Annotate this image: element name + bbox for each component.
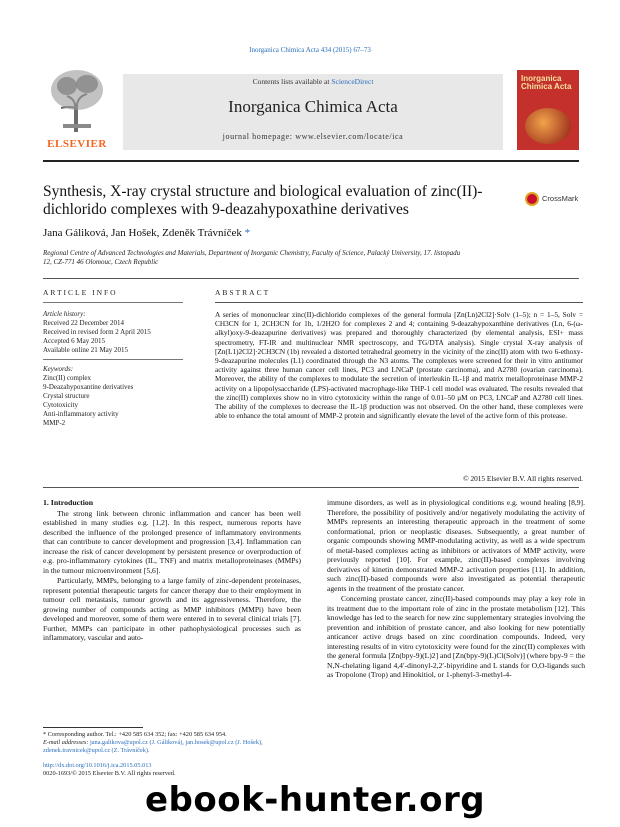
elsevier-wordmark: ELSEVIER xyxy=(47,138,107,150)
cover-art xyxy=(525,108,571,144)
info-divider xyxy=(43,359,183,360)
header-divider xyxy=(43,160,579,162)
email-links[interactable]: jana.galikova@upol.cz (J. Gáliková), jan.hosek@upol.cz (J. Hošek), zdenek.travnicek@upol.cz (Z. Trávníček). xyxy=(43,739,263,754)
author-list: Jana Gáliková, Jan Hošek, Zdeněk Trávníček * xyxy=(43,227,251,239)
abstract-divider xyxy=(215,302,583,303)
section-divider xyxy=(43,278,579,279)
journal-banner xyxy=(123,74,503,150)
abstract-text: A series of mononuclear zinc(II)-dichlorido complexes of the general formula [Zn(Ln)2Cl2]·Solv (1–5); n = 1–5, Solv = CH3CN for 1, 2CH3CN for 1b, 1/2H2O for complexes 2 and 4; containing 9-deazahypoxanthine derivatives (Ln, 6-(ω-alkyl)oxy-9-deazapurine derivatives) was prepared and thoroughly characterized (by elemental analysis, ESI+ mass spectrometry, FT-IR and multinuclear NMR spectroscopy, and TG/DTA analysis). Single crystal X-ray analysis of [Zn(L1)2Cl2]·2CH3CN (1b) revealed a distorted tetrahedral geometry in the vicinity of the zinc(II) atom with two 6-ethoxy-9-deazapurine molecules (L1) coordinated through the N3 atoms. The complexes were screened for their in vitro antitumor activity against three human cancer cell lines, PC3 and LNCaP (prostate carcinoma), and A2780 (ovarian carcinoma). Moreover, the ability of the complexes to modulate the secretion of interleukin IL-1β and matrix metalloproteinase MMP-2 activity on a lipopolysaccharide (LPS)-activated macrophage-like THP-1 cell model was evaluated. The results revealed that the zinc(II) complexes show no in vitro cytotoxicity within the range of 0.01–50 μM on PC3, LNCaP and A2780 cell lines. The ability of the complexes to decrease the IL-1β production was not observed. On the other hand, these complexes were able to enhance the total amount of MMP-2 protein and significantly elevate the level of the active form of this protease. xyxy=(215,310,583,421)
corresponding-footnote xyxy=(43,731,301,755)
crossmark-badge[interactable] xyxy=(525,192,585,208)
keyword: MMP-2 xyxy=(43,419,66,427)
paragraph: The strong link between chronic inflammation and cancer has been well established in many studies e.g. [1,2]. In this respect, numerous reports have described the influence of the prolonged presence of inflammatory environments that can contribute to cancer development and progression [3,4]. Inflammation can increase the risk of cancer development by persistent presence or overproduction of e.g. pro-inflammatory cytokines (IL, TNF) and matrix metalloproteinases (MMPs) in the tumour microenvironment [5,6]. xyxy=(43,508,301,575)
journal-cover-image xyxy=(517,70,579,150)
corresponding-author: * Corresponding author. Tel.: +420 585 634 352; fax: +420 585 634 954. xyxy=(43,731,227,738)
journal-homepage[interactable]: journal homepage: www.elsevier.com/locate/ica xyxy=(222,132,404,141)
history-label: Article history: xyxy=(43,310,86,318)
elsevier-tree-icon xyxy=(49,68,105,132)
journal-header xyxy=(43,58,579,154)
keywords-label: Keywords: xyxy=(43,365,74,373)
history-item: Received 22 December 2014 xyxy=(43,319,125,327)
affiliation: Regional Centre of Advanced Technologies and Materials, Department of Inorganic Chemistry, Faculty of Science, Palacký University, 17. listopadu 12, CZ-771 46 Olomouc, Czech Republic xyxy=(43,249,461,266)
sciencedirect-link[interactable]: ScienceDirect xyxy=(331,77,374,86)
body-column-right xyxy=(327,498,585,681)
keyword: Cytotoxicity xyxy=(43,401,78,409)
keyword: Crystal structure xyxy=(43,392,90,400)
issn-line: 0020-1693/© 2015 Elsevier B.V. All rights reserved. xyxy=(43,770,176,777)
paragraph: immune disorders, as well as in physiological conditions e.g. wound healing [8,9]. Therefore, the possibility of positively and/or negatively modulating the activity of MMPs represents an interesting therapeutic approach in the treatment of some conformational, prion or neoplastic diseases. Subsequently, a great number of organic compounds showing MMP-modulating activity, as well as a wide spectrum of metal-based complexes acting as inhibitors or activators of MMP activity, were previously reported [10]. For example, zinc(II)-based complexes involving derivatives of kinetin demonstrated MMP-2 activation properties [11]. In addition, such zinc(II)-based compounds were also investigated as potential therapeutic agents in the treatment of the prostate cancer. xyxy=(327,498,585,593)
elsevier-logo xyxy=(43,68,111,150)
keyword: 9-Deazahypoxantine derivatives xyxy=(43,383,134,391)
article-title: Synthesis, X-ray crystal structure and biological evaluation of zinc(II)-dichlorido complexes with 9-deazahypoxathine derivatives xyxy=(43,183,483,218)
paragraph: Concerning prostate cancer, zinc(II)-based compounds may play a key role in its treatment due to the important role of zinc in the prostate metabolism [12]. This knowledge has led to the search for new zinc supplementary strategies involving the prevention and inhibition of prostate cancer, and also looking for new potentially anticancer active drugs based on zinc coordination compounds. Indeed, very interesting results of in vitro cytotoxicity were found for the zinc(II) complexes with the general formula [Zn(bpy-9)(L)2] and [Zn(bpy-9)(L)Cl(Solv)] (where bpy-9 = the N,N-chelating ligand 4,4′-dinonyl-2,2′-bipyridine and L stands for O,O-ligands such as Tropolone (Trop) and Hinokitiol, or 1-phenyl-3-methyl-4- xyxy=(327,594,585,679)
journal-title: Inorganica Chimica Acta xyxy=(228,97,398,116)
footnote-divider xyxy=(43,727,143,728)
email-addresses: E-mail addresses: jana.galikova@upol.cz (J. Gáliková), jan.hosek@upol.cz (J. Hošek), zdenek.travnicek@upol.cz (Z. Trávníček). xyxy=(43,739,263,754)
corresponding-author-mark[interactable]: * xyxy=(244,227,251,239)
copyright: © 2015 Elsevier B.V. All rights reserved. xyxy=(463,474,583,483)
watermark: ebook-hunter.org xyxy=(145,780,486,820)
paragraph: Particularly, MMPs, belonging to a large family of zinc-dependent proteinases, represent potential therapeutic targets for cancer therapy due to their employment in tumour cell metastasis, tumour growth and its aggressiveness. Therefore, the growing number of compounds acting as MMP inhibitors (MMPi) have been developed and moreover, some of them were entered in to several clinical trials [7]. Further, MMPs can participate in other pathophysiological processes such as inflammatory, vascular and auto- xyxy=(43,576,301,642)
doi-block xyxy=(43,762,301,778)
info-divider xyxy=(43,302,183,303)
crossmark-label: CrossMark xyxy=(542,194,579,203)
crossmark-icon xyxy=(525,192,539,206)
history-item: Received in revised form 2 April 2015 xyxy=(43,328,151,336)
keyword: Anti-inflammatory activity xyxy=(43,410,119,418)
article-history xyxy=(43,310,198,355)
history-item: Available online 21 May 2015 xyxy=(43,346,129,354)
contents-line: Contents lists available at ScienceDirect xyxy=(252,77,374,86)
body-column-left xyxy=(43,498,301,644)
article-info-heading: ARTICLE INFO xyxy=(43,288,118,297)
keywords xyxy=(43,365,198,428)
doi-link[interactable]: http://dx.doi.org/10.1016/j.ica.2015.05.013 xyxy=(43,762,152,769)
journal-citation[interactable]: Inorganica Chimica Acta 434 (2015) 67–73 xyxy=(249,46,371,54)
section-divider xyxy=(43,487,579,488)
abstract-heading: ABSTRACT xyxy=(215,288,271,297)
history-item: Accepted 6 May 2015 xyxy=(43,337,106,345)
introduction-heading: 1. Introduction xyxy=(43,498,94,507)
keyword: Zinc(II) complex xyxy=(43,374,92,382)
cover-title: Inorganica Chimica Acta xyxy=(521,74,572,91)
